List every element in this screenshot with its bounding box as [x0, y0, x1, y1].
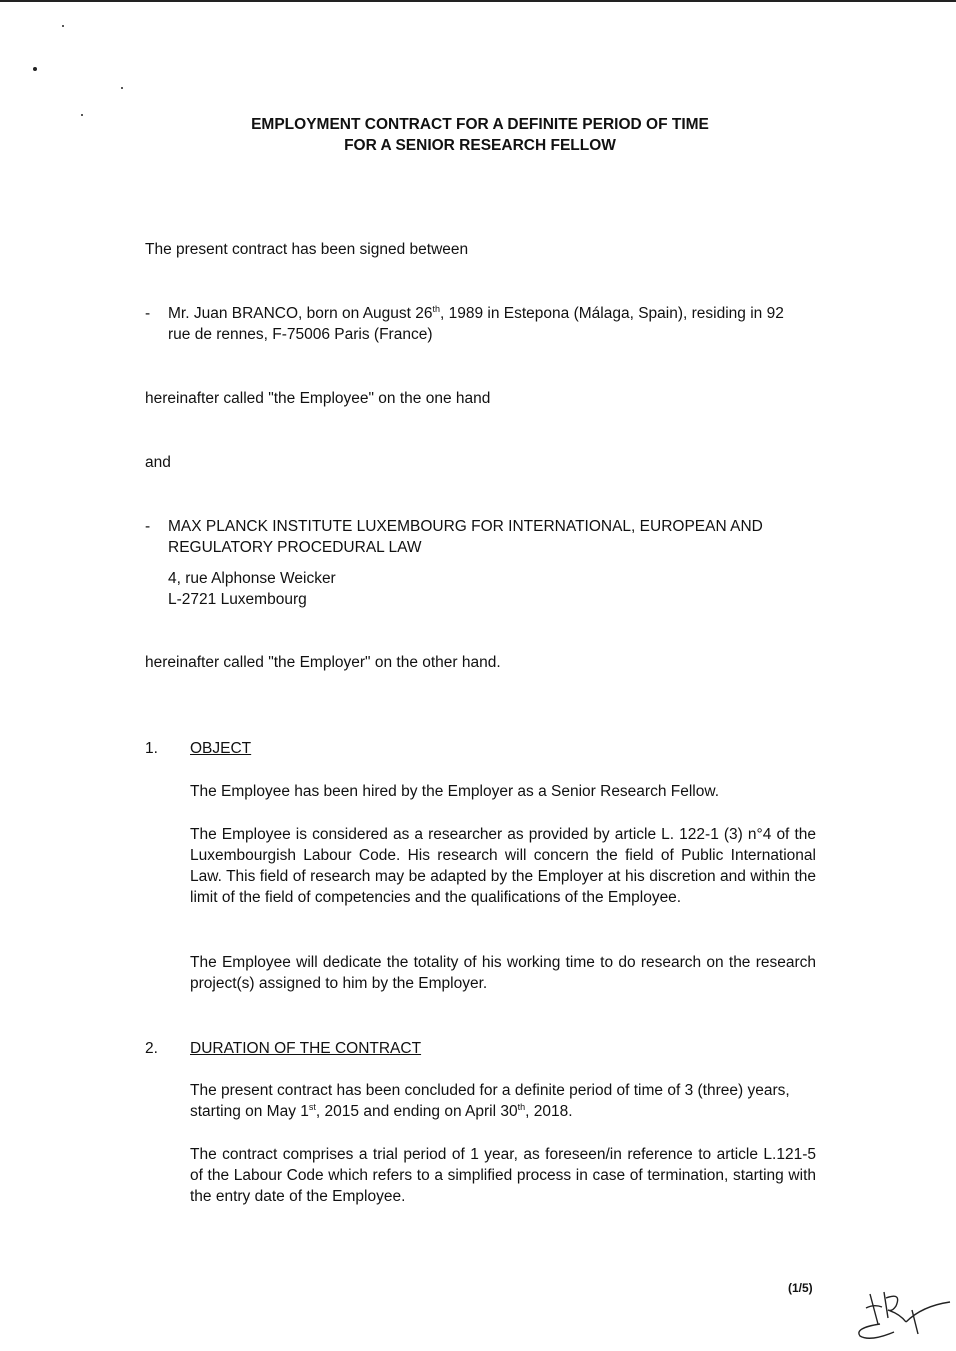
scan-speck	[33, 67, 37, 71]
contract-title-line1: EMPLOYMENT CONTRACT FOR A DEFINITE PERIOD OF TIME	[251, 116, 709, 133]
section1-paragraph: The Employee will dedicate the totality of his working time to do research on the research project(s) assigned to him by the Employer.	[190, 954, 816, 992]
party1-line1: Mr. Juan BRANCO, born on August 26th, 1989 in Estepona (Málaga, Spain), residing in 92	[168, 303, 784, 322]
page-number: (1/5)	[788, 1281, 813, 1295]
section1-paragraph: The Employee has been hired by the Employer as a Senior Research Fellow.	[190, 783, 720, 800]
party2-address-street: 4, rue Alphonse Weicker	[168, 570, 336, 587]
contract-title-line2: FOR A SENIOR RESEARCH FELLOW	[344, 137, 616, 154]
and-text: and	[145, 454, 171, 471]
section2-heading: DURATION OF THE CONTRACT	[190, 1040, 422, 1057]
scan-top-edge	[0, 0, 956, 2]
employee-designation: hereinafter called "the Employee" on the one hand	[145, 390, 491, 407]
section1-heading: OBJECT	[190, 740, 252, 757]
party2-name-line2: REGULATORY PROCEDURAL LAW	[168, 539, 422, 556]
party1-bullet: -	[145, 305, 151, 322]
section1-number: 1.	[145, 740, 158, 757]
party1-line2: rue de rennes, F-75006 Paris (France)	[168, 326, 433, 343]
employer-designation: hereinafter called "the Employer" on the other hand.	[145, 654, 501, 671]
section2-paragraph-duration: The present contract has been concluded for a definite period of time of 3 (three) years, starting on May 1st, 2015 and ending on April 30th, 2018.	[190, 1082, 790, 1120]
party2-address-city: L-2721 Luxembourg	[168, 591, 307, 608]
section2-paragraph-trial: The contract comprises a trial period of 1 year, as foreseen/in reference to article L.121-5 of the Labour Code which refers to a simplified process in case of termination, starting with the entry date of the Employee.	[190, 1146, 816, 1205]
party2-name-line1: MAX PLANCK INSTITUTE LUXEMBOURG FOR INTERNATIONAL, EUROPEAN AND	[168, 518, 763, 535]
scan-speck	[81, 114, 83, 116]
section1-paragraph: The Employee is considered as a researcher as provided by article L. 122-1 (3) n°4 of the Luxembourgish Labour Code. His research will concern the field of Public International Law. This field of research may be adapted by the Employer at his discretion and within the limit of the field of competencies and the qualifications of the Employee.	[190, 826, 816, 906]
intro-text: The present contract has been signed between	[145, 241, 469, 258]
party2-bullet: -	[145, 518, 151, 535]
scan-speck	[62, 25, 64, 27]
section2-number: 2.	[145, 1040, 158, 1057]
handwritten-initials-signature	[852, 1288, 952, 1342]
scan-speck	[121, 87, 123, 89]
